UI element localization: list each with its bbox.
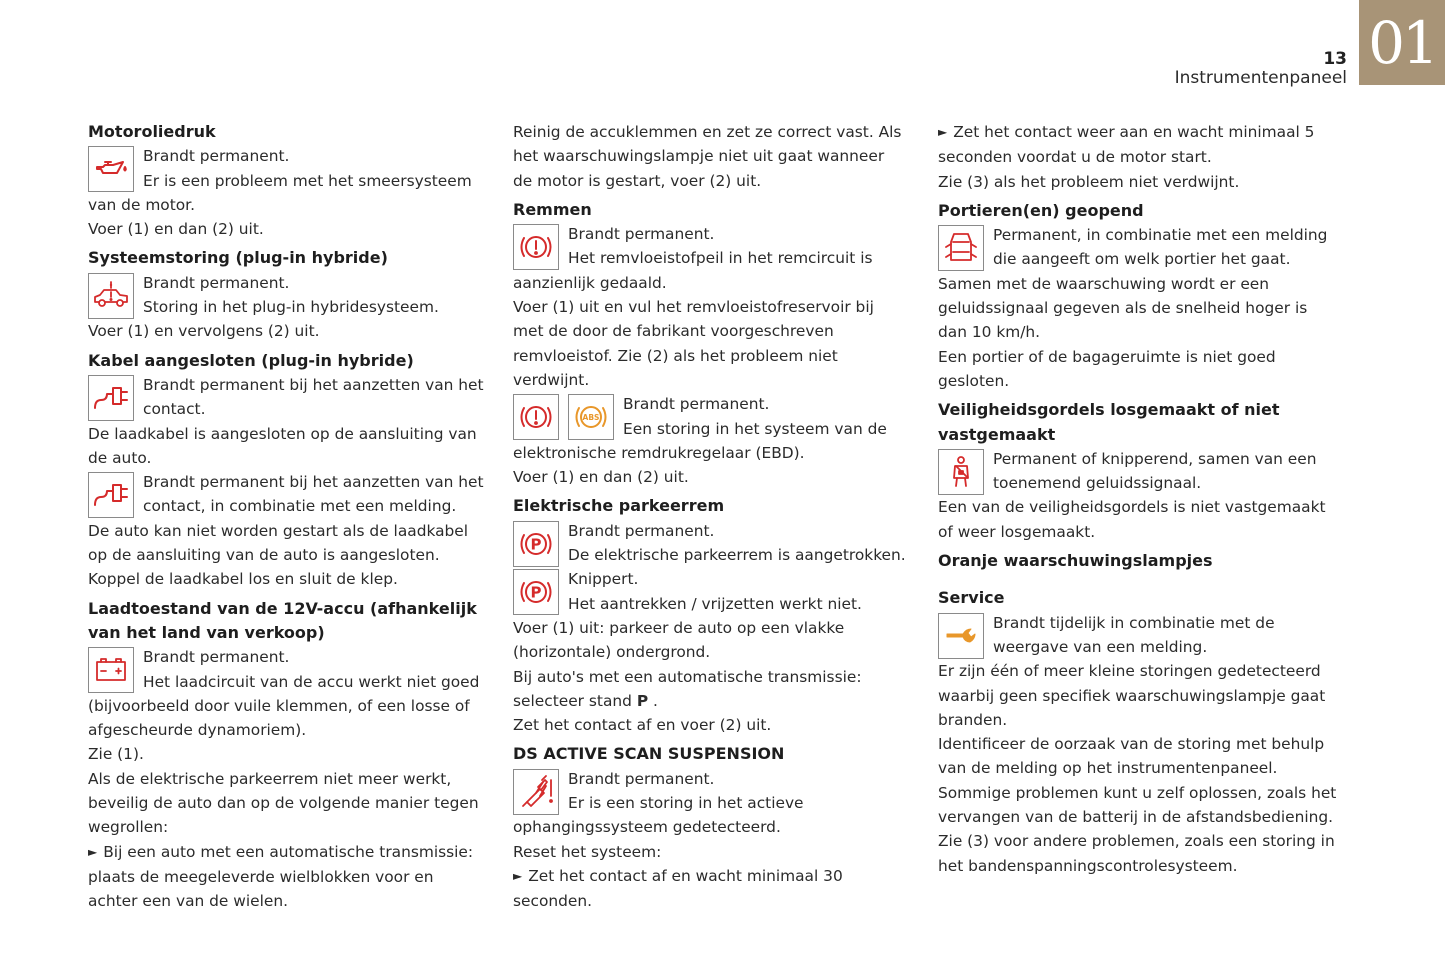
section-title-suspension: DS ACTIVE SCAN SUSPENSION [513,744,785,764]
chapter-number: 01 [1368,8,1436,77]
seatbelt-line-1: Permanent of knipperend, samen van een toenemend geluidssignaal. [993,449,1317,493]
section-title-door-open: Portieren(en) geopend [938,200,1144,220]
suspension-line-1: Brandt permanent. [568,769,715,788]
cable-para-2: De auto kan niet worden gestart als de laadkabel op de aansluiting van de auto is aangesloten. [88,521,469,565]
chapter-title: Instrumentenpaneel [1174,68,1347,88]
suspension-bullet-text: Zet het contact af en wacht minimaal 30 seconden. [513,866,843,911]
parking-entry-1 [513,519,908,568]
brake-warning-icon [513,394,559,440]
section-title-battery: Laadtoestand van de 12V-accu (afhankelijk van het land van verkoop) [88,598,477,642]
section-title-hybrid-fault: Systeemstoring (plug-in hybride) [88,248,388,268]
hybrid-line-2: Storing in het plug-in hybridesysteem. [143,298,439,317]
charging-cable-icon [88,472,134,518]
restart-bullet [938,120,1338,170]
suspension-bullet [513,864,908,914]
cable-line-1: Brandt permanent bij het aanzetten van het contact. [143,375,484,419]
oil-pressure-entry [88,144,484,217]
seatbelt-para: Een van de veiligheidsgordels is niet vastgemaakt of weer losgemaakt. [938,498,1326,541]
battery-icon [88,647,134,693]
col2-intro: Reinig de accuklemmen en zet ze correct vast. Als het waarschuwingslampje niet uit gaat wanneer de motor is gestart, voer (2) uit. [513,123,902,190]
parking-line-1: Brandt permanent. [568,521,715,540]
svg-text:P: P [530,583,542,602]
hybrid-action: Voer (1) en vervolgens (2) uit. [88,322,320,341]
door-para-2: Een portier of de bagageruimte is niet goed gesloten. [938,347,1276,390]
battery-para: Als de elektrische parkeerrem niet meer werkt, beveilig de auto dan op de volgende manier tegen wegrollen: [88,769,479,837]
hybrid-fault-entry [88,271,484,320]
column-1 [88,120,484,914]
hybrid-system-fault-icon [88,273,134,319]
parking-para-3: Zet het contact af en voer (2) uit. [513,716,772,735]
column-2 [513,120,908,914]
svg-text:ABS: ABS [582,413,600,423]
service-entry [938,611,1338,660]
parking-brake-icon [513,569,559,615]
seatbelt-entry [938,447,1338,496]
brakes-line-2: Het remvloeistofpeil in het remcircuit is aanzienlijk gedaald. [513,249,873,292]
battery-bullet [88,840,484,914]
bullet-arrow-icon: ► [88,844,98,859]
suspension-para: Reset het systeem: [513,842,662,861]
charging-cable-icon [88,375,134,421]
cable-entry-2 [88,470,484,519]
suspension-entry [513,767,908,840]
gear-position: P [636,691,649,710]
brakes-action: Voer (1) en dan (2) uit. [513,468,689,487]
section-title-oil-pressure: Motoroliedruk [88,122,216,141]
cable-para-1: De laadkabel is aangesloten op de aansluiting van de auto. [88,424,477,467]
parking-line-4: Het aantrekken / vrijzetten werkt niet. [568,594,862,613]
parking-line-2: De elektrische parkeerrem is aangetrokken. [568,546,906,565]
column-3 [938,120,1338,878]
battery-see: Zie (1). [88,745,144,764]
parking-brake-icon [513,521,559,567]
service-para-2: Identificeer de oorzaak van de storing met behulp van de melding op het instrumentenpaneel. [938,735,1325,778]
ebd-line-1: Brandt permanent. [623,395,770,414]
cable-line-2: Brandt permanent bij het aanzetten van het contact, in combinatie met een melding. [143,473,484,516]
oil-pressure-icon [88,146,134,192]
section-title-brakes: Remmen [513,199,592,219]
section-title-cable-connected: Kabel aangesloten (plug-in hybride) [88,350,414,370]
door-entry [938,223,1338,272]
svg-text:P: P [530,535,542,554]
parking-para-1: Voer (1) uit: parkeer de auto op een vlakke (horizontale) ondergrond. [513,618,845,662]
parking-line-3: Knippert. [568,570,639,589]
brakes-entry-2 [513,392,908,465]
restart-bullet-text: Zet het contact weer aan en wacht minimaal 5 seconden voordat u de motor start. [938,123,1315,167]
section-title-service: Service [938,588,1005,608]
section-title-seatbelt: Veiligheidsgordels losgemaakt of niet vastgemaakt [938,400,1280,444]
parking-para-2-end: . [653,691,658,710]
bullet-arrow-icon: ► [938,125,948,139]
heading-orange-warning-lights: Oranje waarschuwingslampjes [938,551,1213,571]
door-open-icon [938,225,984,271]
parking-para-2 [513,665,908,714]
brakes-entry-1 [513,222,908,295]
chapter-tab [1359,0,1445,85]
battery-line-1: Brandt permanent. [143,648,290,667]
service-para-1: Er zijn één of meer kleine storingen gedetecteerd waarbij geen specifiek waarschuwingslampje gaat branden. [938,662,1326,729]
service-line-1: Brandt tijdelijk in combinatie met de weergave van een melding. [993,613,1275,656]
hybrid-line-1: Brandt permanent. [143,273,290,292]
cable-para-3: Koppel de laadkabel los en sluit de klep. [88,570,398,589]
brake-warning-icon [513,224,559,270]
seatbelt-icon [938,449,984,495]
section-title-parking-brake: Elektrische parkeerrem [513,496,725,516]
door-para-1: Samen met de waarschuwing wordt er een geluidssignaal gegeven als de snelheid hoger is dan 10 km/h. [938,274,1308,342]
restart-see: Zie (3) als het probleem niet verdwijnt. [938,172,1240,191]
suspension-line-2: Er is een storing in het actieve ophangingssysteem gedetecteerd. [513,794,804,837]
brakes-para: Voer (1) uit en vul het remvloeistofreservoir bij met de door de fabrikant voorgeschreven remvloeistof. Zie (2) als het probleem niet verdwijnt. [513,298,874,389]
suspension-fault-icon [513,769,559,815]
ebd-line-2: Een storing in het systeem van de elektronische remdrukregelaar (EBD). [513,419,887,462]
service-wrench-icon [938,613,984,659]
parking-para-2-text: Bij auto's met een automatische transmissie: selecteer stand [513,667,862,710]
bullet-arrow-icon: ► [513,868,523,883]
oil-line-1: Brandt permanent. [143,147,290,166]
service-para-3: Sommige problemen kunt u zelf oplossen, zoals het vervangen van de batterij in de afstandsbediening. [938,783,1337,827]
service-para-4: Zie (3) voor andere problemen, zoals een storing in het bandenspanningscontrolesysteem. [938,832,1335,875]
page-number: 13 [1323,49,1347,69]
door-line-1: Permanent, in combinatie met een melding die aangeeft om welk portier het gaat. [993,226,1328,269]
battery-entry [88,645,484,742]
oil-line-2: Er is een probleem met het smeersysteem van de motor. [88,171,472,214]
battery-bullet-text: Bij een auto met een automatische transmissie: plaats de meegeleverde wielblokken voor en achter een van de wielen. [88,842,474,911]
oil-action: Voer (1) en dan (2) uit. [88,220,264,239]
battery-line-2: Het laadcircuit van de accu werkt niet goed (bijvoorbeeld door vuile klemmen, of een losse of afgescheurde dynamoriem). [88,672,480,740]
parking-entry-2 [513,567,908,616]
brakes-line-1: Brandt permanent. [568,225,715,244]
abs-warning-icon [568,394,614,440]
cable-entry-1 [88,373,484,422]
